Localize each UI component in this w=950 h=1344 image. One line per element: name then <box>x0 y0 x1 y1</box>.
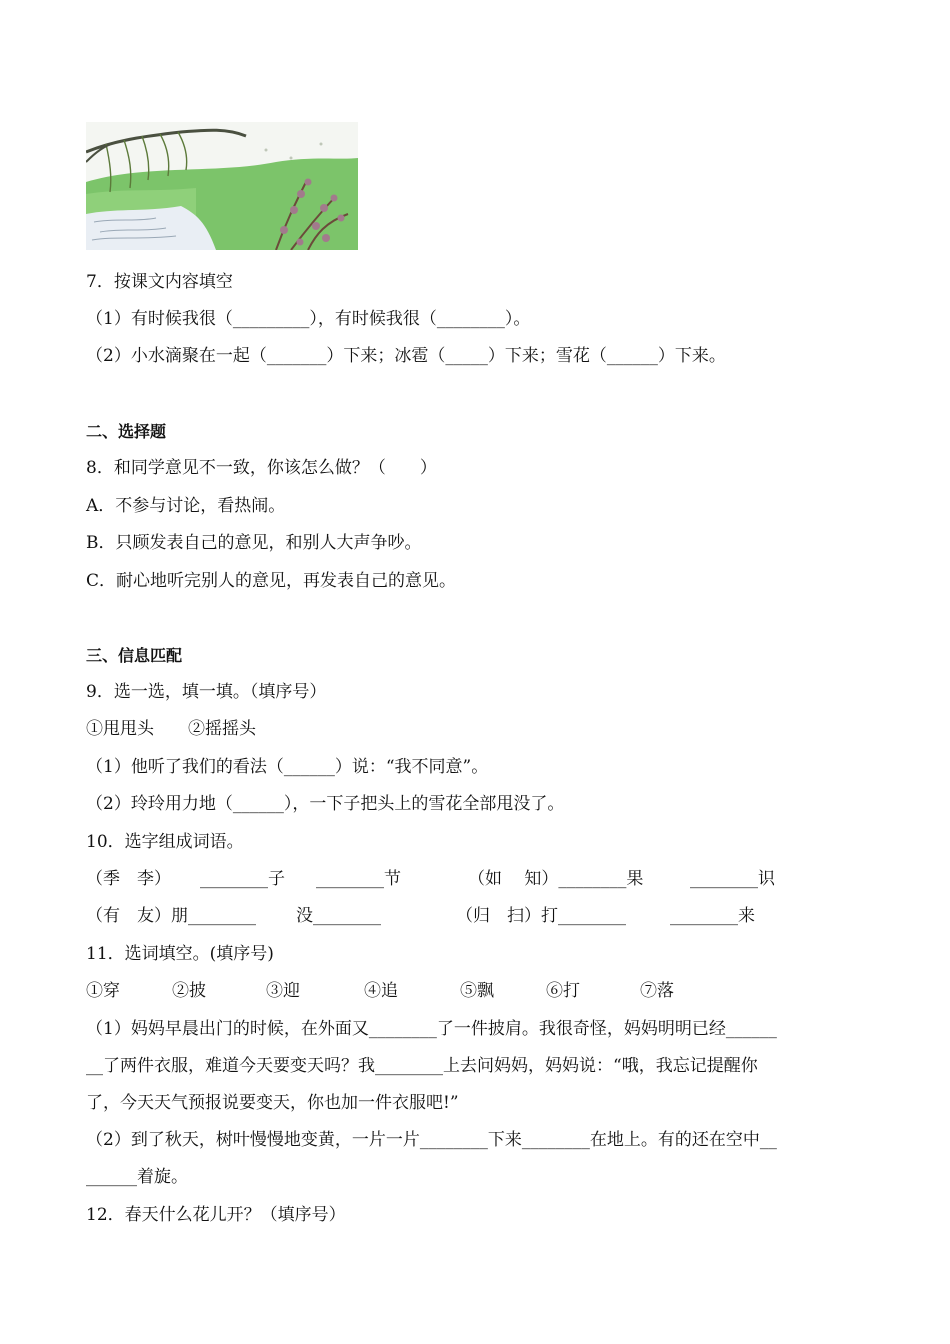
q10-row1-blank1: ________子 <box>200 869 285 889</box>
q11-title: 11．选词填空。(填序号) <box>86 944 274 964</box>
spring-willow-illustration <box>86 122 358 250</box>
q9-options: ①甩甩头 ②摇摇头 <box>86 719 256 739</box>
section-heading-choice: 二、选择题 <box>86 422 167 441</box>
q8-title: 8．和同学意见不一致，你该怎么做？（ ） <box>86 458 437 478</box>
q10-row1-group2: （如 知）________果 <box>468 869 644 889</box>
q9-part2: （2）玲玲用力地（______），一下子把头上的雪花全部甩没了。 <box>86 794 565 814</box>
section-heading-matching: 三、信息匹配 <box>86 646 183 665</box>
q8-option-a: A．不参与讨论，看热闹。 <box>86 496 286 516</box>
q11-option: ①穿 <box>86 981 120 1001</box>
q9-part1: （1）他听了我们的看法（______）说：“我不同意”。 <box>86 757 489 777</box>
q7-part2: （2）小水滴聚在一起（_______）下来；冰雹（_____）下来；雪花（______）下来。 <box>86 346 726 366</box>
q11-part1-line2: __了两件衣服，难道今天要变天吗？我________上去问妈妈，妈妈说：“哦，我忘记提醒你 <box>86 1056 758 1076</box>
q11-part1-line1: （1）妈妈早晨出门的时候，在外面又________了一件披肩。我很奇怪，妈妈明明已经______ <box>86 1019 777 1039</box>
q10-row1-blank3: ________识 <box>690 869 775 889</box>
q10-row2-blank1: 没________ <box>296 906 381 926</box>
q10-row2-group2: （归 扫）打________ <box>456 906 626 926</box>
q7-title: 7．按课文内容填空 <box>86 272 233 292</box>
q10-row1-group1: （季 李） <box>86 869 171 889</box>
q11-part1-line3: 了，今天天气预报说要变天，你也加一件衣服吧!” <box>86 1093 459 1113</box>
q9-title: 9．选一选，填一填。（填序号） <box>86 682 327 702</box>
q11-option: ②披 <box>172 981 206 1001</box>
q10-title: 10．选字组成词语。 <box>86 832 244 852</box>
q11-option: ④追 <box>364 981 398 1001</box>
q11-option: ⑥打 <box>546 981 580 1001</box>
q11-option: ⑤飘 <box>460 981 494 1001</box>
q10-row2-group1: （有 友）朋________ <box>86 906 256 926</box>
q11-part2-line1: （2）到了秋天，树叶慢慢地变黄，一片一片________下来________在地上。有的还在空中__ <box>86 1130 777 1150</box>
q8-option-c: C．耐心地听完别人的意见，再发表自己的意见。 <box>86 571 457 591</box>
q11-part2-line2: ______着旋。 <box>86 1167 188 1187</box>
q7-part1: （1）有时候我很（_________），有时候我很（________）。 <box>86 309 531 329</box>
q8-option-b: B．只顾发表自己的意见，和别人大声争吵。 <box>86 533 422 553</box>
q10-row2-blank2: ________来 <box>670 906 755 926</box>
q11-option: ③迎 <box>266 981 300 1001</box>
q12-title: 12．春天什么花儿开？（填序号） <box>86 1205 346 1225</box>
q11-option: ⑦落 <box>640 981 674 1001</box>
q10-row1-blank2: ________节 <box>316 869 401 889</box>
